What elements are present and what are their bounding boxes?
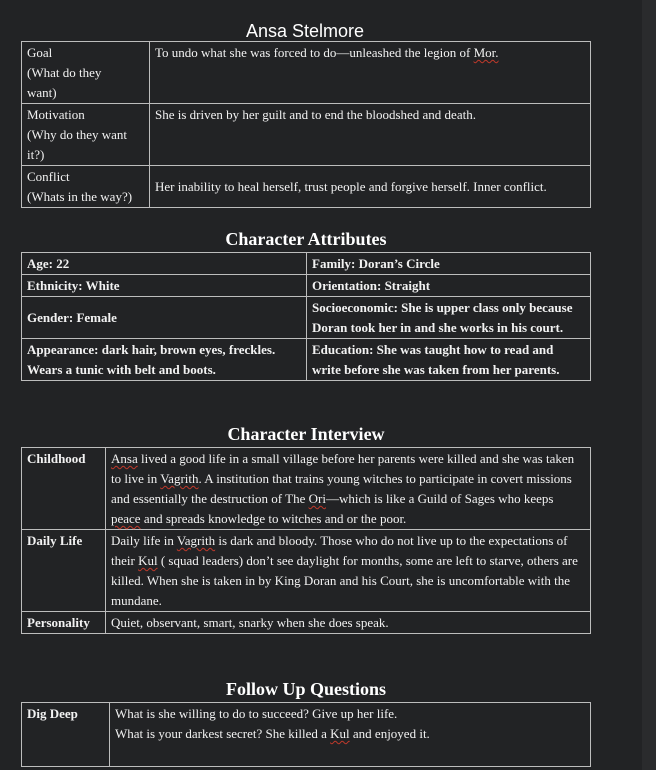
story-table — [21, 41, 591, 208]
motivation-label: Motivation (Why do they want it?) — [22, 104, 150, 166]
dig-deep-text: What is she willing to do to succeed? Give up her life. What is your darkest secret? She killed a Kul and enjoyed it. — [110, 703, 591, 767]
childhood-text: Ansa lived a good life in a small village before her parents were killed and she was taken to live in Vagrith. A institution that trains young witches to participate in covert missions and essentially the destruction of The Ori—which is like a Guild of Sages who keeps peace and spreads knowledge to witches and or the poor. — [106, 448, 591, 530]
followup-heading: Follow Up Questions — [225, 679, 387, 699]
gender-cell: Gender: Female — [22, 297, 307, 339]
personality-text: Quiet, observant, smart, snarky when she does speak. — [106, 612, 591, 634]
followup-table — [21, 702, 591, 767]
scrollbar[interactable] — [642, 0, 656, 770]
motivation-text: She is driven by her guilt and to end the bloodshed and death. — [150, 104, 591, 166]
interview-heading: Character Interview — [227, 424, 385, 444]
age-cell: Age: 22 — [22, 253, 307, 275]
daily-life-text: Daily life in Vagrith is dark and bloody. Those who do not live up to the expectations of their Kul ( squad leaders) don’t see daylight for months, some are left to starve, others are killed. When she is taken in by King Doran and his Court, she is uncomfortable with the mundane. — [106, 530, 591, 612]
interview-table — [21, 447, 591, 634]
education-cell: Education: She was taught how to read and write before she was taken from her parents. — [307, 339, 591, 381]
conflict-text: Her inability to heal herself, trust people and forgive herself. Inner conflict. — [150, 166, 591, 208]
page-title: Ansa Stelmore — [245, 21, 365, 41]
socioeconomic-cell: Socioeconomic: She is upper class only because Doran took her in and she works in his court. — [307, 297, 591, 339]
attributes-table — [21, 252, 591, 381]
conflict-label: Conflict (Whats in the way?) — [22, 166, 150, 208]
orientation-cell: Orientation: Straight — [307, 275, 591, 297]
goal-text: To undo what she was forced to do—unleashed the legion of Mor. — [150, 42, 591, 104]
ethnicity-cell: Ethnicity: White — [22, 275, 307, 297]
attributes-heading: Character Attributes — [225, 229, 387, 249]
appearance-cell: Appearance: dark hair, brown eyes, freckles. Wears a tunic with belt and boots. — [22, 339, 307, 381]
childhood-label: Childhood — [22, 448, 106, 530]
personality-label: Personality — [22, 612, 106, 634]
goal-label: Goal (What do they want) — [22, 42, 150, 104]
dig-deep-label: Dig Deep — [22, 703, 110, 767]
family-cell: Family: Doran’s Circle — [307, 253, 591, 275]
daily-life-label: Daily Life — [22, 530, 106, 612]
